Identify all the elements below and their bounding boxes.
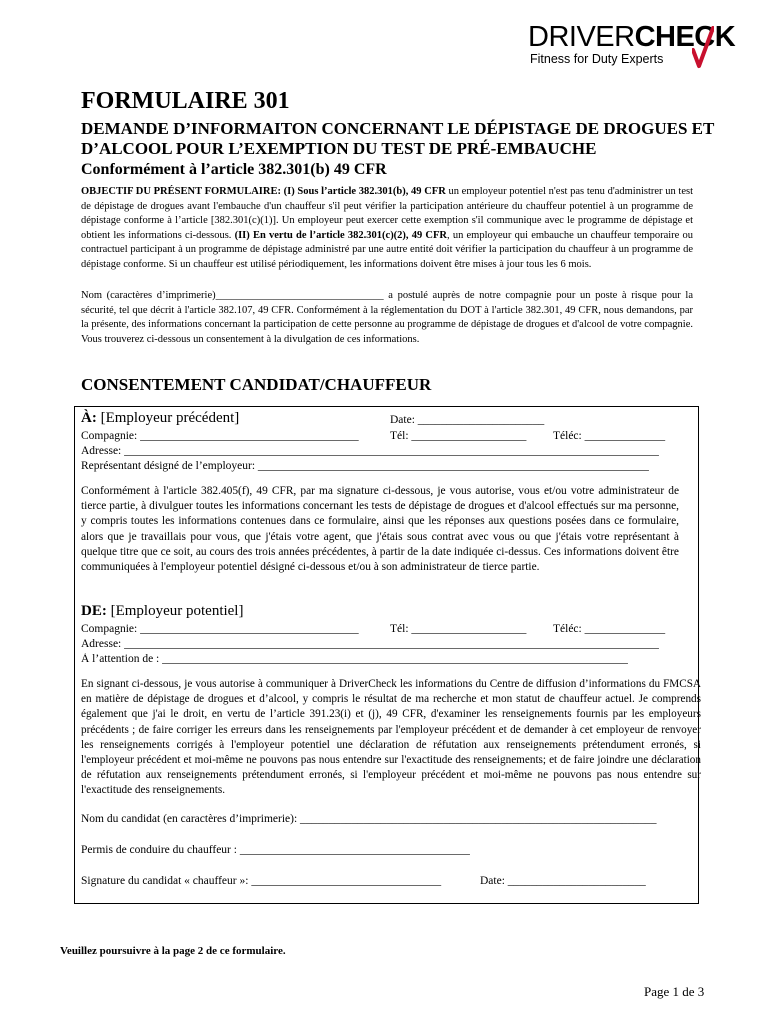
applicant-name-field[interactable]: ________________________________ — [215, 290, 384, 301]
objective-text2: , un employeur qui embauche un chauffeur temporaire ou contractuel participant à un programme de dépistage administré par une autre entité doit vérifier la participation du chauffeur à un programme de dépistage conforme. Si un chauffeur est utilisé périodiquement, les informations doivent être mises à jour tous les 6 mois. — [81, 229, 693, 270]
form-subtitle: DEMANDE D’INFORMAITON CONCERNANT LE DÉPISTAGE DE DROGUES ET D’ALCOOL POUR L’EXEMPTION DU TEST DE PRÉ-EMBAUCHE — [81, 119, 715, 158]
logo-tagline: Fitness for Duty Experts — [530, 52, 664, 66]
address-field[interactable]: Adresse: _____________________________________________________________________________________________ — [81, 445, 659, 457]
drivercheck-logo — [528, 21, 736, 74]
company-field-2[interactable]: Compagnie: ______________________________________ — [81, 623, 359, 635]
employer-representative-field[interactable]: Représentant désigné de l’employeur: ____________________________________________________________________ — [81, 460, 649, 472]
logo-name-part1: DRIVER — [528, 21, 635, 53]
applicant-paragraph-text: a postulé auprès de notre compagnie pour un poste à risque pour la sécurité, tel que décrit à l'article 382.107, 49 CFR. Conformément à la réglementation du DOT à l'article 382.301, 49 CFR, nous demandons, par la présente, des informations concernant la participation de cette personne au programme de dépistage de drogues et d'alcool de votre compagnie. Vous trouverez ci-dessous un consentement à la divulgation de ces informations. — [81, 290, 693, 345]
fax-field-2[interactable]: Téléc: ______________ — [553, 623, 666, 635]
page-number: Page 1 de 3 — [644, 984, 705, 999]
consent-heading: CONSENTEMENT CANDIDAT/CHAUFFEUR — [81, 375, 432, 394]
driver-license-field[interactable]: Permis de conduire du chauffeur : ________________________________________ — [81, 844, 470, 856]
objective-paragraph — [81, 185, 693, 273]
applicant-name-label: Nom (caractères d’imprimerie) — [81, 290, 216, 301]
consent-paragraph-1: Conformément à l'article 382.405(f), 49 CFR, par ma signature ci-dessous, je vous autorise, vous et/ou votre administrateur de tierce partie, à divulguer toutes les informations concernant les tests de dépistage de drogues et d'alcool effectués sur ma personne, y compris toutes les informations contenues dans ce formulaire, ainsi que les réponses aux questions posées dans ce formulaire, alors que je travaillais pour vous, que j'étais votre agent, que j'étais sous contrat avec vous ou que j'étais votre représentant à quelque titre que ce soit, au cours des trois années précédentes, à partir de la date indiquée ci-dessus. Ces informations doivent être communiquées à l'employeur potentiel désigné ci-dessous et/ou à son administrateur de tierce partie. — [81, 485, 679, 574]
form-title: FORMULAIRE 301 — [81, 88, 290, 114]
signature-date-field[interactable]: Date: ________________________ — [480, 875, 646, 887]
attention-field[interactable]: À l’attention de : _________________________________________________________________________________ — [81, 653, 628, 665]
consent-paragraph-2: En signant ci-dessous, je vous autorise à communiquer à DriverCheck les informations du Centre de diffusion d’informations du FMCSA en matière de dépistage de drogues et d’alcool, y compris le résultat de ma recherche et mon statut de chauffeur actuel. Je comprends également que j'ai le droit, en vertu de l’article 391.23(i) et (j), 49 CFR, d'examiner les renseignements fournis par les employeurs précédents ; de faire corriger les erreurs dans les renseignements par l'employeur précédent et de demander à cet employeur de renvoyer les renseignements corrigés à l'employeur potentiel une déclaration de réfutation aux renseignements prétendument erronés, si l'employeur précédent et moi-même ne pouvons pas nous entendre sur l'exactitude des renseignements; et de faire joindre une déclaration de réfutation aux renseignements prétendument erronés, si l'employeur précédent et moi-même ne pouvons pas nous entendre sur l'exactitude des renseignements. — [81, 678, 701, 797]
consent-box — [74, 406, 699, 904]
to-label: À: — [81, 410, 97, 426]
address-field-2[interactable]: Adresse: _____________________________________________________________________________________________ — [81, 638, 659, 650]
prospective-employer-heading — [81, 603, 243, 620]
company-field[interactable]: Compagnie: ______________________________________ — [81, 430, 359, 442]
continue-note: Veuillez poursuivre à la page 2 de ce formulaire. — [60, 945, 286, 957]
objective-bold2: (II) En vertu de l’article 382.301(c)(2), 49 CFR — [234, 229, 448, 241]
date-field[interactable]: Date: ______________________ — [390, 414, 545, 426]
from-label: DE: — [81, 603, 107, 619]
checkmark-icon — [692, 26, 714, 70]
phone-field[interactable]: Tél: ____________________ — [390, 430, 527, 442]
objective-text1: un employeur potentiel n'est pas tenu d'administrer un test de dépistage de drogues avant l'embauche d'un chauffeur s'il peut vérifier la participation antérieure du chauffeur potentiel à un programme de dépistage conforme à l’article [382.301(c)(1)]. Un employeur peut exercer cette exemption s'il communique avec le programme de dépistage et obtient les informations ci-dessous. — [81, 186, 693, 241]
candidate-name-field[interactable]: Nom du candidat (en caractères d’imprimerie): ______________________________________________________________ — [81, 813, 657, 825]
previous-employer-heading — [81, 410, 239, 427]
logo-wordmark — [528, 21, 736, 53]
candidate-signature-field[interactable]: Signature du candidat « chauffeur »: _________________________________ — [81, 875, 442, 887]
fax-field[interactable]: Téléc: ______________ — [553, 430, 666, 442]
phone-field-2[interactable]: Tél: ____________________ — [390, 623, 527, 635]
previous-employer-label: [Employeur précédent] — [96, 410, 240, 426]
form-regulation-reference: Conformément à l’article 382.301(b) 49 CFR — [81, 161, 387, 178]
prospective-employer-label: [Employeur potentiel] — [106, 603, 244, 619]
objective-lead: OBJECTIF DU PRÉSENT FORMULAIRE: (I) Sous l’article 382.301(b), 49 CFR — [81, 186, 446, 197]
applicant-paragraph — [81, 289, 693, 347]
logo-name-part2: CHECK — [634, 21, 736, 53]
